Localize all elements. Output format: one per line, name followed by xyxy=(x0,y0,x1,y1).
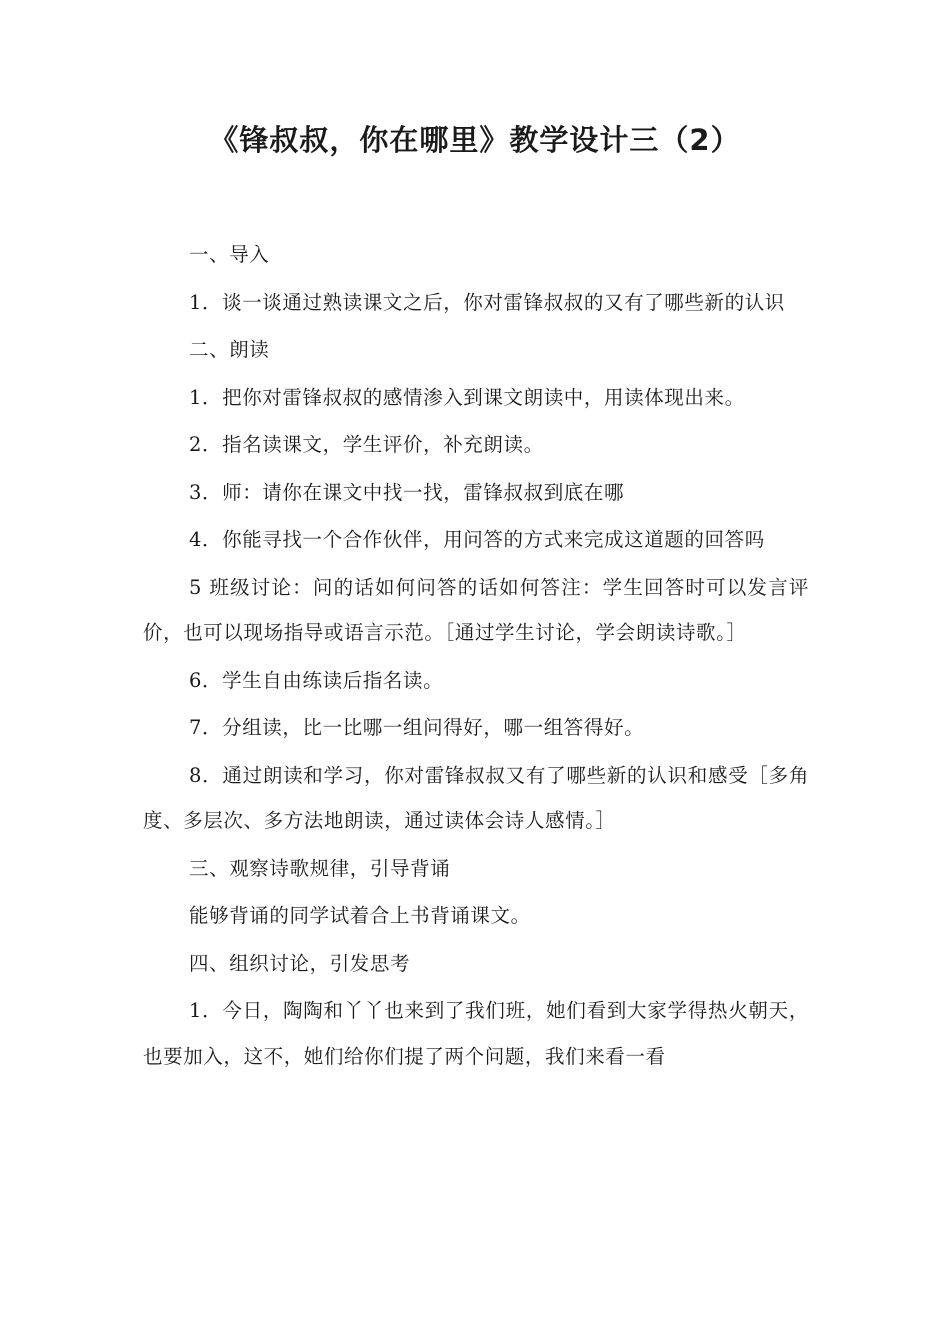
paragraph-reading-1: 1．把你对雷锋叔叔的感情渗入到课文朗读中，用读体现出来。 xyxy=(189,385,745,409)
paragraph-discussion-1: 1．今日，陶陶和丫丫也来到了我们班，她们看到大家学得热火朝天，也要加入，这不，她们给你们提了两个问题，我们来看一看 xyxy=(143,999,809,1068)
paragraph-reading-6: 6．学生自由练读后指名读。 xyxy=(189,668,444,692)
heading-recitation: 三、观察诗歌规律，引导背诵 xyxy=(189,856,451,880)
paragraph-intro-1: 1．谈一谈通过熟读课文之后，你对雷锋叔叔的又有了哪些新的认识 xyxy=(189,290,785,314)
heading-intro: 一、导入 xyxy=(189,243,270,266)
heading-discussion: 四、组织讨论，引发思考 xyxy=(189,951,411,975)
paragraph-reading-5: 5 班级讨论：问的话如何问答的话如何答注：学生回答时可以发言评价，也可以现场指导或语言示范。［通过学生讨论，学会朗读诗歌。］ xyxy=(143,575,809,644)
paragraph-reading-3: 3．师：请你在课文中找一找，雷锋叔叔到底在哪 xyxy=(189,480,625,504)
paragraph-recitation-1: 能够背诵的同学试着合上书背诵课文。 xyxy=(189,904,531,927)
heading-reading: 二、朗读 xyxy=(189,338,270,361)
paragraph-reading-2: 2．指名读课文，学生评价，补充朗读。 xyxy=(189,433,544,456)
paragraph-reading-7: 7．分组读，比一比哪一组问得好，哪一组答得好。 xyxy=(189,716,645,739)
paragraph-reading-4: 4．你能寻找一个合作伙伴，用问答的方式来完成这道题的回答吗 xyxy=(189,528,765,551)
document-title: 《锋叔叔，你在哪里》教学设计三（2） xyxy=(209,123,741,157)
paragraph-reading-8: 8．通过朗读和学习，你对雷锋叔叔又有了哪些新的认识和感受［多角度、多层次、多方法地朗读，通过读体会诗人感情。］ xyxy=(143,763,809,832)
document-body xyxy=(143,232,809,1081)
